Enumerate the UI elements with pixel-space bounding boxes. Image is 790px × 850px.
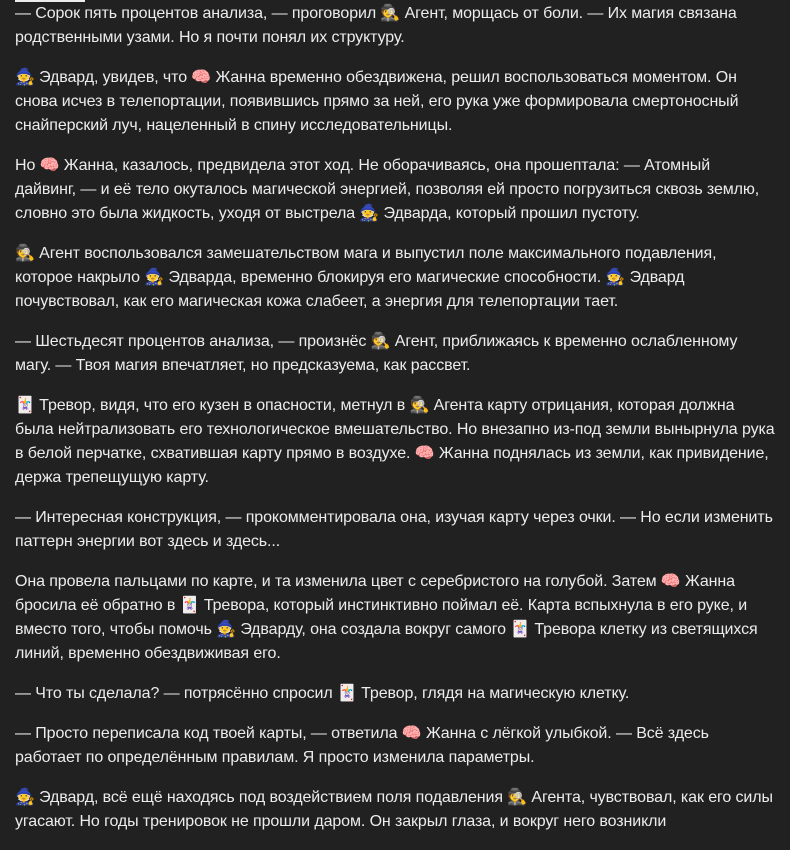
paragraph: — Сорок пять процентов анализа, — проговорил 🕵️ Агент, морщась от боли. — Их магия связана родственными узами. Но я почти понял их структуру. xyxy=(15,5,737,46)
paragraph: Но 🧠 Жанна, казалось, предвидела этот ход. Не оборачиваясь, она прошептала: — Атомный дайвинг, — и её тело окуталось магической энергией, позволяя ей просто погрузиться сквозь землю, словно это была жидкость, уходя от выстрела 🧙 Эдварда, который прошил пустоту. xyxy=(15,157,760,222)
story-text xyxy=(15,2,775,850)
paragraph: — Что ты сделала? — потрясённо спросил 🃏 Тревор, глядя на магическую клетку. xyxy=(15,685,630,702)
paragraph: — Просто переписала код твоей карты, — ответила 🧠 Жанна с лёгкой улыбкой. — Всё здесь работает по определённым правилам. Я просто изменила параметры. xyxy=(15,725,709,766)
paragraph: Она провела пальцами по карте, и та изменила цвет с серебристого на голубой. Затем 🧠 Жанна бросила её обратно в 🃏 Тревора, который инстинктивно поймал её. Карта вспыхнула в его руке, и вместо того, чтобы помочь 🧙 Эдварду, она создала вокруг самого 🃏 Тревора клетку из светящихся линий, временно обездвиживая его. xyxy=(15,573,758,662)
paragraph: 🃏 Тревор, видя, что его кузен в опасности, метнул в 🕵️ Агента карту отрицания, которая должна была нейтрализовать его технологическое вмешательство. Но внезапно из-под земли вынырнула рука в белой перчатке, схватившая карту прямо в воздухе. 🧠 Жанна поднялась из земли, как привидение, держа трепещущую карту. xyxy=(15,397,775,486)
paragraph: 🕵️ Агент воспользовался замешательством мага и выпустил поле максимального подавления, которое накрыло 🧙 Эдварда, временно блокируя его магические способности. 🧙 Эдвард почувствовал, как его магическая кожа слабеет, а энергия для телепортации тает. xyxy=(15,245,717,310)
paragraph: 🧙 Эдвард, всё ещё находясь под воздействием поля подавления 🕵️ Агента, чувствовал, как его силы угасают. Но годы тренировок не прошли даром. Он закрыл глаза, и вокруг него возникли xyxy=(15,789,773,830)
paragraph: — Интересная конструкция, — прокомментировала она, изучая карту через очки. — Но если изменить паттерн энергии вот здесь и здесь... xyxy=(15,509,773,550)
paragraph: 🧙 Эдвард, увидев, что 🧠 Жанна временно обездвижена, решил воспользоваться моментом. Он снова исчез в телепортации, появившись прямо за ней, его рука уже формировала смертоносный снайперский луч, нацеленный в спину исследовательницы. xyxy=(15,69,739,134)
paragraph: — Шестьдесят процентов анализа, — произнёс 🕵️ Агент, приближаясь к временно ослабленному магу. — Твоя магия впечатляет, но предсказуема, как рассвет. xyxy=(15,333,738,374)
